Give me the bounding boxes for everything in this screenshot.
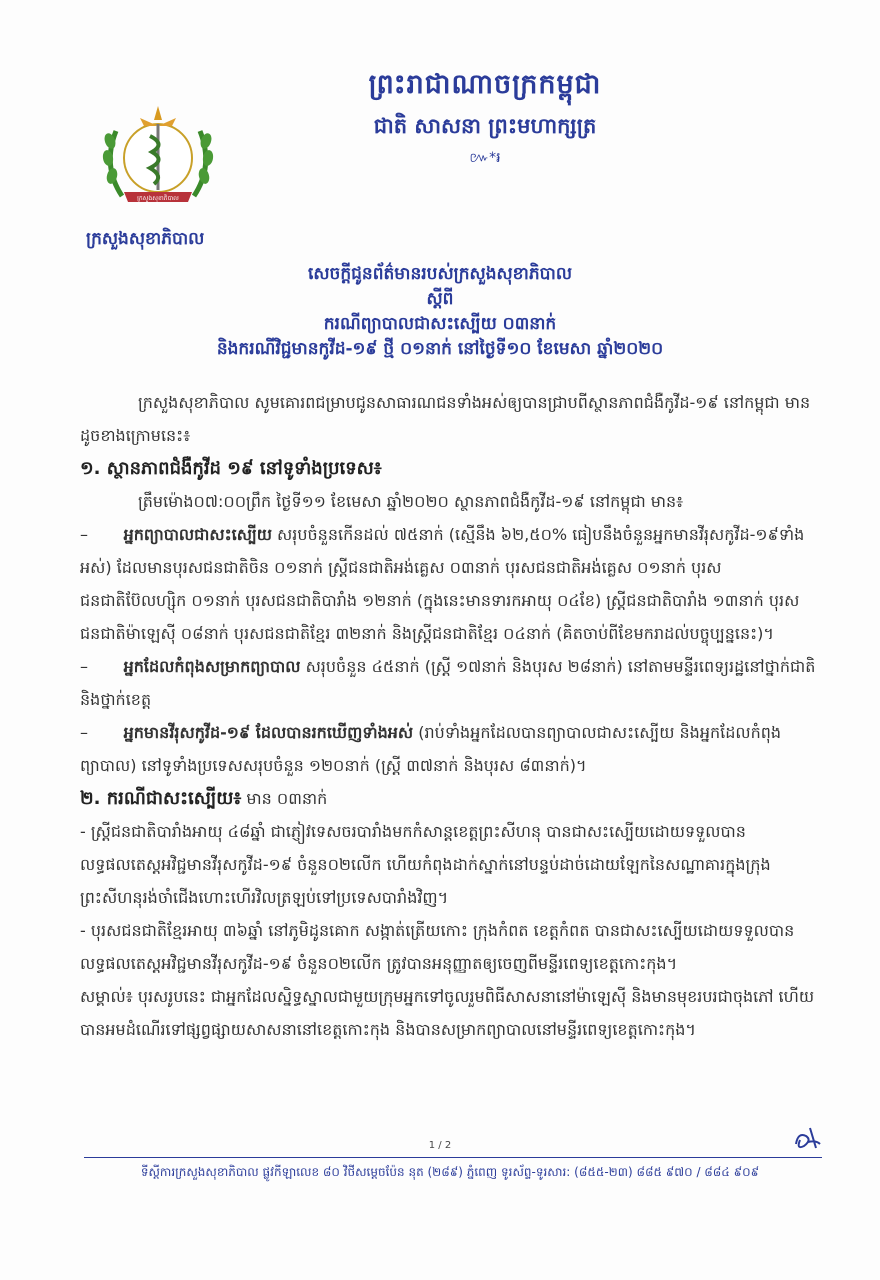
bullet-text: (រាប់ទាំងអ្នកដែលបានព្យាបាលជាសះស្បើយ និងអ្នកដែលកំពុងព្យាបាល) នៅទូទាំងប្រទេសសរុបចំនួន ១២០នាក់ (ស្ត្រី ៣៧នាក់ និងបុរស ៨៣នាក់)។ [80, 723, 782, 775]
section-2-item: - បុរសជនជាតិខ្មែរអាយុ ៣៦ឆ្នាំ នៅភូមិដូនគោក សង្កាត់ត្រើយកោះ ក្រុងកំពត ខេត្តកំពត បានជាសះស្បើយដោយទទួលបានលទ្ធផលតេស្តអវិជ្ជមានវីរុសកូវីដ-១៩ ចំនួន០២លើក ត្រូវបានអនុញ្ញាតឲ្យចេញពីមន្ទីរពេទ្យខេត្តកោះកុង។ [80, 921, 795, 973]
bullet-text: សរុបចំនួន ៤៥នាក់ (ស្ត្រី ១៧នាក់ និងបុរស ២៨នាក់) នៅតាមមន្ទីរពេទ្យរដ្ឋនៅថ្នាក់ជាតិ និងថ្នាក់ខេត្ត [80, 657, 816, 709]
bullet-bold-label: អ្នកព្យាបាលជាសះស្បើយ [123, 525, 272, 544]
document-title [60, 262, 820, 362]
section-1-bullet [80, 716, 820, 782]
bullet-bold-label: អ្នកដែលកំពុងសម្រាកព្យាបាល [123, 657, 301, 676]
bullet-dash: – [80, 723, 88, 742]
bullet-text: សរុបចំនួនកើនដល់ ៧៥នាក់ (ស្មើនឹង ៦២,៥០% ធៀបនឹងចំនួនអ្នកមានវីរុសកូវីដ-១៩ទាំងអស់) ដែលមានបុរសជនជាតិចិន ០១នាក់ ស្ត្រីជនជាតិអង់គ្លេស ០៣នាក់ បុរសជនជាតិអង់គ្លេស ០១នាក់ បុរសជនជាតិប៊ែលហ្ស៊ិក ០១នាក់ បុរសជនជាតិបារាំង ១២នាក់ (ក្នុងនេះមានទារកអាយុ ០៤ខែ) ស្ត្រីជនជាតិបារាំង ១៣នាក់ បុរសជនជាតិម៉ាឡេស៊ី ០៨នាក់ បុរសជនជាតិខ្មែរ ៣២នាក់ និងស្ត្រីជនជាតិខ្មែរ ០៤នាក់ (គិតចាប់ពីខែមករាដល់បច្ចុប្បន្ននេះ)។ [80, 525, 805, 643]
section-2-heading: ២. ករណីជាសះស្បើយ៖ [80, 788, 242, 809]
section-2-item: - ស្ត្រីជនជាតិបារាំងអាយុ ៤៨ឆ្នាំ ជាភ្ញៀវទេសចរបារាំងមកកំសាន្តខេត្តព្រះសីហនុ បានជាសះស្បើយដោយទទួលបានលទ្ធផលតេស្តអវិជ្ជមានវីរុសកូវីដ-១៩ ចំនួន០២លើក ហើយកំពុងដាក់ស្នាក់នៅបន្ទប់ដាច់ដោយឡែកនៃសណ្ឋាគារក្នុងក្រុងព្រះសីហនុរង់ចាំជើងហោះហើរវិលត្រឡប់ទៅប្រទេសបារាំងវិញ។ [80, 822, 771, 907]
ministry-name: ក្រសួងសុខាភិបាល [86, 229, 205, 249]
logo-ribbon-text: ក្រសួងសុខាភិបាល [137, 195, 179, 202]
bullet-dash: – [80, 525, 88, 544]
page-number: 1 / 2 [428, 1140, 452, 1151]
section-1-heading: ១. ស្ថានភាពជំងឺកូវីដ ១៩ នៅទូទាំងប្រទេស៖ [80, 458, 382, 479]
bullet-dash: – [80, 657, 88, 676]
national-motto: ជាតិ សាសនា ព្រះមហាក្សត្រ [373, 114, 597, 138]
ministry-health-emblem-icon [92, 96, 224, 216]
section-2-heading-tail: មាន ០៣នាក់ [241, 789, 328, 808]
section-1-lead: ត្រឹមម៉ោង០៧:០០ព្រឹក ថ្ងៃទី១១ ខែមេសា ឆ្នាំ២០២០ ស្ថានភាពជំងឺកូវីដ-១៩ នៅកម្ពុជា មាន៖ [138, 492, 684, 511]
footer-address: ទីស្តីការក្រសួងសុខាភិបាល ផ្លូវកីឡាលេខ ៨០ វិថីសម្តេចប៉ែន នុត (២៨៩) ភ្នំពេញ ទូរស័ព្ទ-ទូរសារ: (៨៥៥-២៣) ៨៨៥ ៩៧០ / ៨៨៤ ៩០៩ [140, 1165, 760, 1179]
section-2-heading-line [80, 782, 820, 815]
header-ornament: ៚*៛ [469, 150, 501, 166]
title-line-1: សេចក្តីជូនព័ត៌មានរបស់ក្រសួងសុខាភិបាល [307, 264, 573, 284]
title-line-3: ករណីព្យាបាលជាសះស្បើយ ០៣នាក់ [323, 314, 557, 334]
section-1-bullet [80, 518, 820, 650]
section-1-bullet [80, 650, 820, 716]
footer-divider [84, 1157, 822, 1158]
document-body [80, 386, 820, 1046]
bullet-bold-label: អ្នកមានវីរុសកូវីដ-១៩ ដែលបានរកឃើញទាំងអស់ [123, 723, 414, 742]
intro-paragraph: ក្រសួងសុខាភិបាល សូមគោរពជម្រាបជូនសាធារណជនទាំងអស់ឲ្យបានជ្រាបពីស្ថានភាពជំងឺកូវីដ-១៩ នៅកម្ពុជា មានដូចខាងក្រោមនេះ៖ [80, 393, 811, 445]
signature-initials-icon [790, 1122, 824, 1154]
title-line-4: និងករណីវិជ្ជមានកូវីដ-១៩ ថ្មី ០១នាក់ នៅថ្ងៃទី១០ ខែមេសា ឆ្នាំ២០២០ [216, 339, 664, 359]
kingdom-title: ព្រះរាជាណាចក្រកម្ពុជា [368, 69, 602, 100]
section-2-note: សម្គាល់៖ បុរសរូបនេះ ជាអ្នកដែលស្និទ្ធស្នាលជាមួយក្រុមអ្នកទៅចូលរួមពិធីសាសនានៅម៉ាឡេស៊ី និងមានមុខរបរជាចុងភៅ ហើយបានអមដំណើរទៅផ្សព្វផ្សាយសាសនានៅខេត្តកោះកុង និងបានសម្រាកព្យាបាលនៅមន្ទីរពេទ្យខេត្តកោះកុង។ [80, 987, 815, 1039]
title-line-2: ស្តីពី [426, 289, 454, 309]
